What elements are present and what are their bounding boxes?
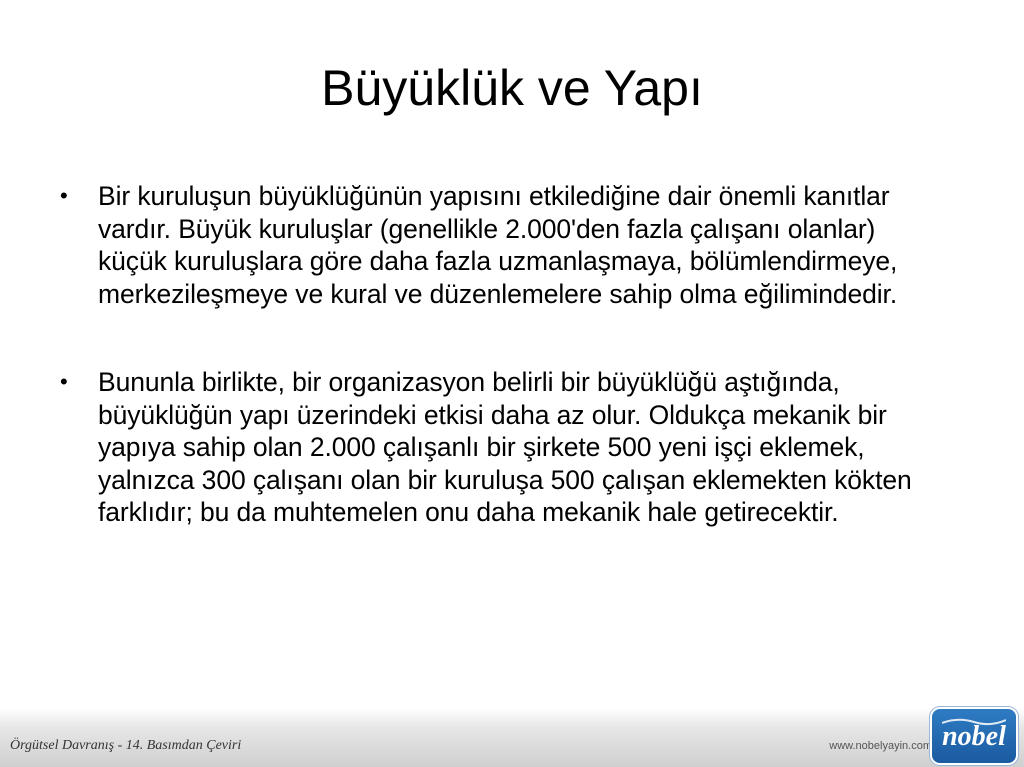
bullet-marker: • xyxy=(60,183,68,208)
logo-text: nobel xyxy=(942,721,1006,752)
bullet-item xyxy=(56,366,936,529)
footer-url: www.nobelyayin.com xyxy=(829,740,932,752)
footer-book-title: Örgütsel Davranış - 14. Basımdan Çeviri xyxy=(10,738,242,753)
bullet-list xyxy=(56,180,936,529)
bullet-marker: • xyxy=(60,369,68,394)
publisher-logo xyxy=(932,709,1016,763)
bullet-item xyxy=(56,180,936,310)
bullet-text: Bir kuruluşun büyüklüğünün yapısını etkilediğine dair önemli kanıtlar vardır. Büyük kuruluşlar (genellikle 2.000'den fazla çalışanı olanlar) küçük kuruluşlara göre daha fazla uzmanlaşmaya, bölümlendirmeye, merkezileşmeye ve kural ve düzenlemelere sahip olma eğilimindedir. xyxy=(98,181,898,309)
bullet-text: Bununla birlikte, bir organizasyon belirli bir büyüklüğü aştığında, büyüklüğün yapı üzerindeki etkisi daha az olur. Oldukça mekanik bir yapıya sahip olan 2.000 çalışanlı bir şirkete 500 yeni işçi eklemek, yalnızca 300 çalışanı olan bir kuruluşa 500 çalışan eklemekten kökten farklıdır; bu da muhtemelen onu daha mekanik hale getirecektir. xyxy=(98,367,912,527)
slide-title: Büyüklük ve Yapı xyxy=(321,60,703,116)
